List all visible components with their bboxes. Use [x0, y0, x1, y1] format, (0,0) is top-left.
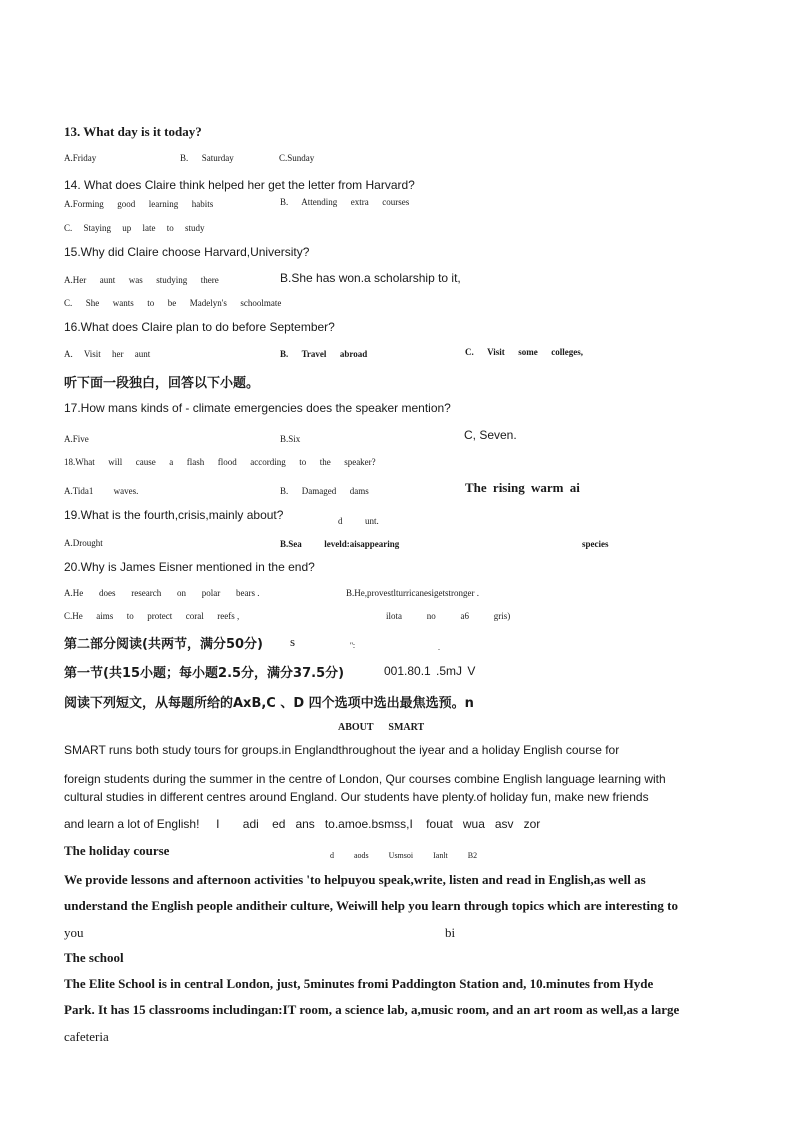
q20-option-c[interactable]: C.He aims to protect coral reefs ,	[64, 611, 240, 621]
article-p2-line2: understand the English people anditheir culture, Weiwill help you learn through topics which are interesting to	[64, 898, 678, 913]
q18-option-c[interactable]: The rising warm ai	[465, 480, 580, 495]
q16-stem: 16.What does Claire plan to do before September?	[64, 320, 335, 334]
q15-option-a[interactable]: A.Her aunt was studying there	[64, 275, 219, 285]
q14-option-a[interactable]: A.Forming good learning habits	[64, 199, 214, 209]
part2-heading: 第二部分阅读(共两节，满分50分)	[64, 637, 263, 652]
q14-stem: 14. What does Claire think helped her get the letter from Harvard?	[64, 178, 415, 192]
q18-option-a[interactable]: A.Tida1 waves.	[64, 486, 139, 496]
article-p2-line3: you	[64, 925, 84, 940]
q15-stem: 15.Why did Claire choose Harvard,University?	[64, 245, 310, 259]
q16-option-a[interactable]: A. Visit her aunt	[64, 349, 151, 359]
q20-option-b[interactable]: B.He,provestlturricanesigetstronger .	[346, 588, 479, 598]
q16-option-c[interactable]: C. Visit some colleges,	[465, 347, 583, 357]
article-p3-line1: The Elite School is in central London, just, 5minutes fromi Paddington Station and, 10.minutes from Hyde	[64, 976, 654, 991]
q13-stem: 13. What day is it today?	[64, 124, 202, 139]
section1-heading: 第一节(共15小题；每小题2.5分，满分37.5分)	[64, 666, 345, 681]
q19-option-b[interactable]: B.Sea leveld:aisappearing	[280, 539, 400, 549]
section1-heading-tail: 001.80.1 .5mJ V	[384, 664, 476, 678]
q17-stem: 17.How mans kinds of - climate emergencies does the speaker mention?	[64, 401, 451, 415]
q15-option-b[interactable]: B.She has won.a scholarship to it,	[280, 271, 461, 285]
q14-option-c[interactable]: C. Staying up late to study	[64, 223, 205, 233]
article-p2-line1: We provide lessons and afternoon activities 'to helpuyou speak,write, listen and read in English,as well as	[64, 872, 646, 887]
reading-instruction: 阅读下列短文，从每题所给的AxB,C 、D 四个选项中选出最焦选预。n	[64, 696, 474, 711]
q18-option-b[interactable]: B. Damaged dams	[280, 486, 369, 496]
q17-option-c[interactable]: C, Seven.	[464, 428, 517, 442]
q20-option-c-tail: ilota no a6 gris)	[386, 611, 511, 621]
q20-option-a[interactable]: A.He does research on polar bears .	[64, 588, 260, 598]
q14-option-b[interactable]: B. Attending extra courses	[280, 197, 410, 207]
q13-option-a[interactable]: A.Friday	[64, 153, 97, 163]
article-p3-line3: cafeteria	[64, 1029, 109, 1044]
q19-option-a[interactable]: A.Drought	[64, 538, 103, 548]
monologue-instruction: 听下面一段独白，回答以下小题。	[64, 376, 260, 391]
article-p3-line2: Park. It has 15 classrooms includingan:IT room, a science lab, a,music room, and an art room as well,as a large	[64, 1002, 680, 1017]
q13-option-b[interactable]: B. Saturday	[180, 153, 234, 163]
part2-heading-mark: '':	[350, 641, 356, 650]
q20-stem: 20.Why is James Eisner mentioned in the end?	[64, 560, 315, 574]
q18-stem: 18.What will cause a flash flood according to the speaker?	[64, 457, 376, 467]
q13-option-c[interactable]: C.Sunday	[279, 153, 315, 163]
q16-option-b[interactable]: B. Travel abroad	[280, 349, 368, 359]
article-p1-line3: cultural studies in different centres around England. Our students have plenty.of holiday fun, make new friends	[64, 790, 649, 804]
article-p2-line3-tail: bi	[445, 925, 456, 940]
q19-stem-tail: d unt.	[338, 516, 379, 526]
q19-stem: 19.What is the fourth,crisis,mainly about?	[64, 508, 284, 522]
q15-option-c[interactable]: C. She wants to be Madelyn's schoolmate	[64, 298, 282, 308]
holiday-course-heading-tail: d aods Usmsoi Ianlt B2	[330, 851, 478, 860]
article-p1-line1: SMART runs both study tours for groups.in Englandthroughout the iyear and a holiday English course for	[64, 743, 620, 757]
part2-heading-dot: .	[438, 643, 440, 652]
q19-option-c[interactable]: species	[582, 539, 609, 549]
article-p1-line2: foreign students during the summer in the centre of London, Qur courses combine English language learning with	[64, 772, 666, 786]
holiday-course-heading: The holiday course	[64, 843, 170, 858]
q17-option-a[interactable]: A.Five	[64, 434, 89, 444]
article-title: ABOUT SMART	[338, 722, 425, 733]
article-p1-line4: and learn a lot of English! I adi ed ans to.amoe.bsmss,I fouat wua asv zor	[64, 817, 541, 831]
q17-option-b[interactable]: B.Six	[280, 434, 301, 444]
part2-heading-tail: s	[290, 634, 296, 649]
school-heading: The school	[64, 950, 124, 965]
